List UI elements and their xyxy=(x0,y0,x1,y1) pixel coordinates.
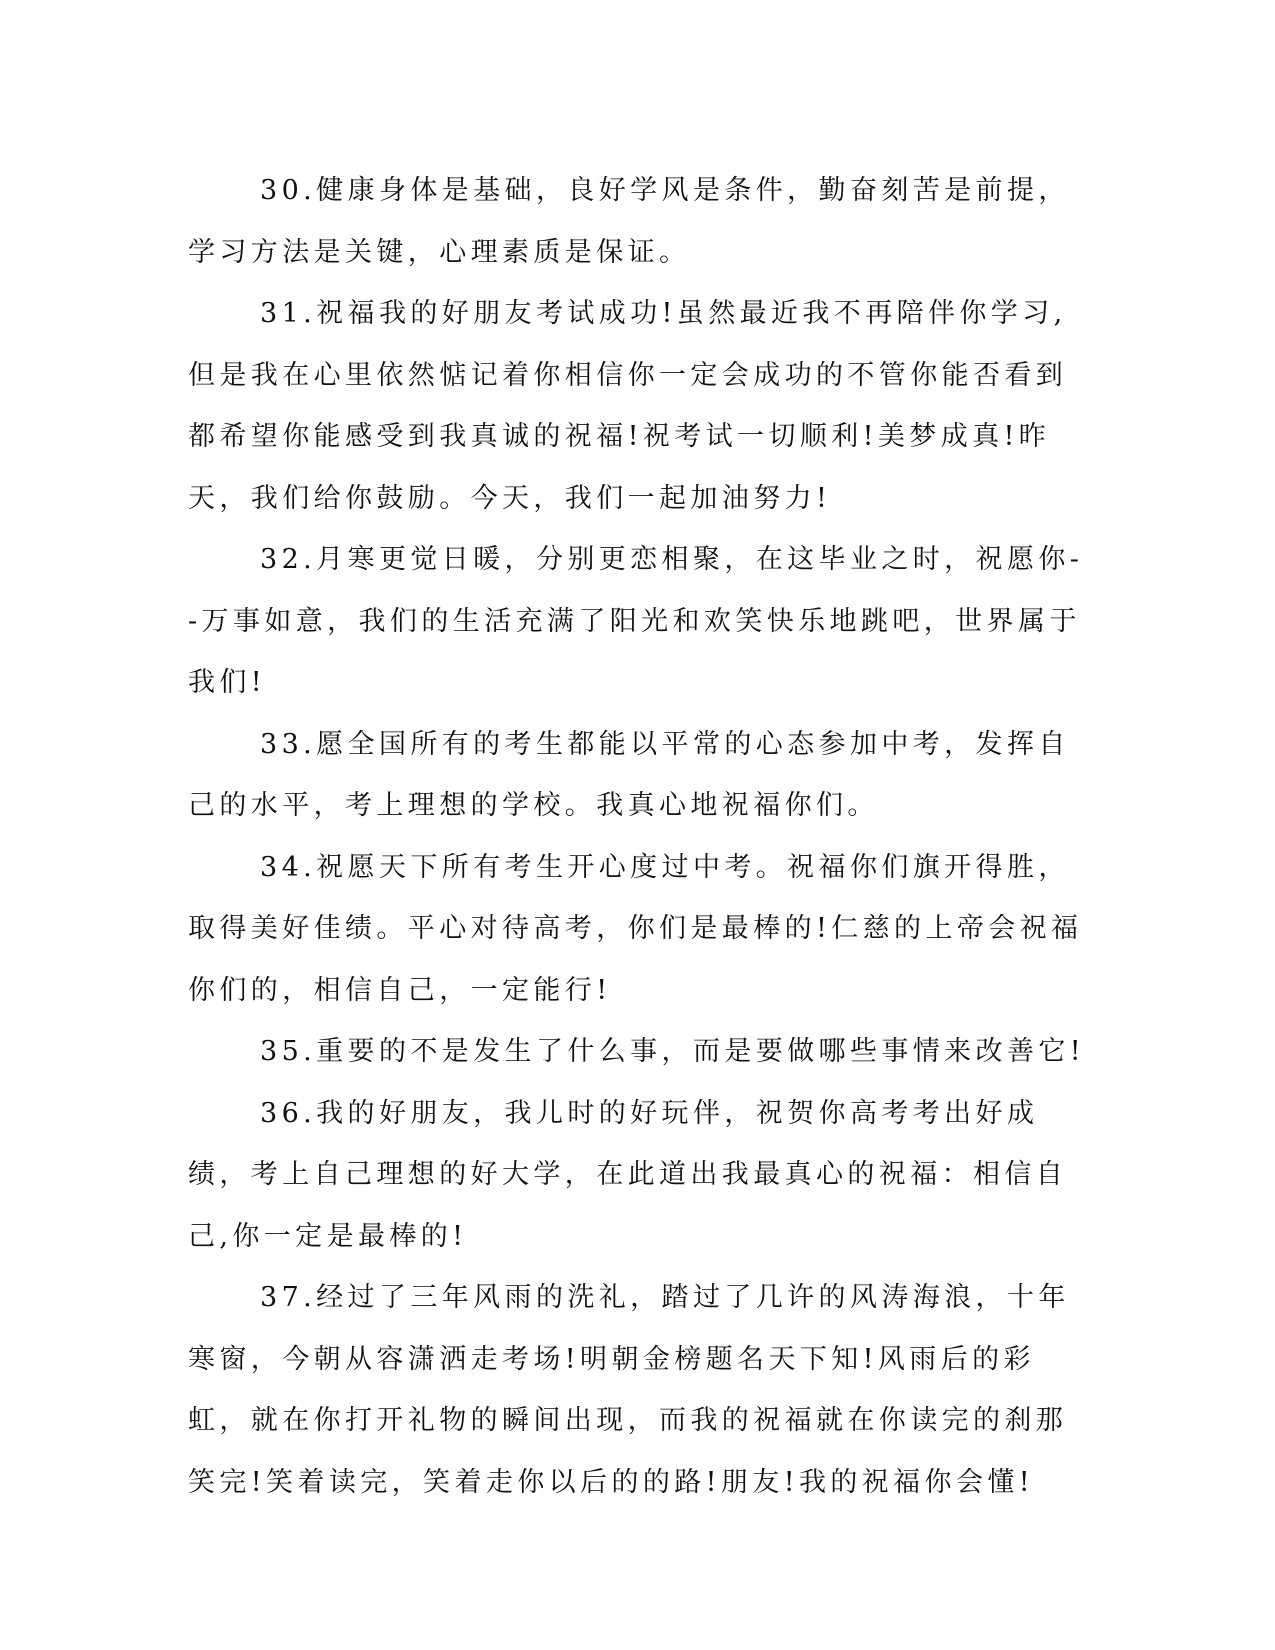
paragraph-36: 36.我的好朋友，我儿时的好玩伴，祝贺你高考考出好成绩，考上自己理想的好大学，在此道出我最真心的祝福：相信自己,你一定是最棒的! xyxy=(188,1097,1068,1252)
document-body xyxy=(188,160,1088,1513)
paragraph-35: 35.重要的不是发生了什么事，而是要做哪些事情来改善它! xyxy=(260,1036,1085,1067)
paragraph-33: 33.愿全国所有的考生都能以平常的心态参加中考，发挥自己的水平，考上理想的学校。我真心地祝福你们。 xyxy=(188,728,1070,821)
paragraph-32: 32.月寒更觉日暖，分别更恋相聚，在这毕业之时，祝愿你--万事如意，我们的生活充满了阳光和欢笑快乐地跳吧，世界属于我们! xyxy=(188,544,1084,698)
paragraph-37: 37.经过了三年风雨的洗礼，踏过了几许的风涛海浪，十年寒窗，今朝从容潇洒走考场!明朝金榜题名天下知!风雨后的彩虹，就在你打开礼物的瞬间出现，而我的祝福就在你读完的刹那笑完!笑着读完，笑着走你以后的的路!朋友!我的祝福你会懂! xyxy=(188,1282,1070,1498)
paragraph-31: 31.祝福我的好朋友考试成功!虽然最近我不再陪伴你学习,但是我在心里依然惦记着你相信你一定会成功的不管你能否看到都希望你能感受到我真诚的祝福!祝考试一切顺利!美梦成真!昨天，我们给你鼓励。今天，我们一起加油努力! xyxy=(188,298,1068,514)
paragraph-30: 30.健康身体是基础，良好学风是条件，勤奋刻苦是前提，学习方法是关键，心理素质是保证。 xyxy=(188,175,1070,268)
paragraph-34: 34.祝愿天下所有考生开心度过中考。祝福你们旗开得胜，取得美好佳绩。平心对待高考，你们是最棒的!仁慈的上帝会祝福你们的，相信自己，一定能行! xyxy=(188,851,1083,1006)
